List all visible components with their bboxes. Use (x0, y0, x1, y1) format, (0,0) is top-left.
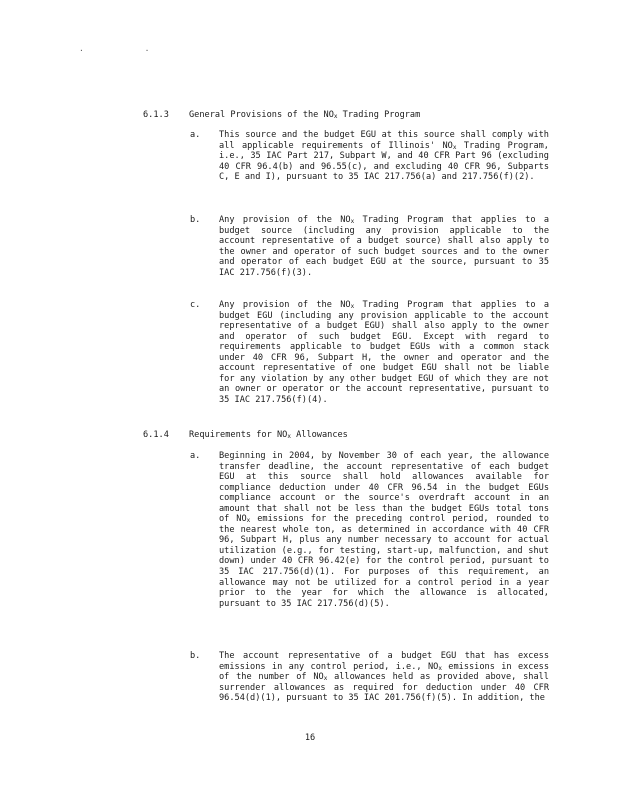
section-number: 6.1.3 (143, 110, 169, 120)
section-heading-6-1-3 (143, 110, 420, 120)
item-letter: a. (190, 130, 201, 140)
item-letter: b. (190, 215, 201, 225)
section-title-pre: General Provisions of the NO (189, 110, 334, 120)
item-text: Any provision of the $NO_x$ Trading Program that applies to a budget EGU (including any provision applicable to the account representative of a budget EGU) shall also apply to the owner and operator of such budget EGU. Except with regard to requirements applicable to budget EGUs with a common stack under 40 CFR 96, Subpart H, the owner and operator and the account representative of one budget EGU shall not be liable for any violation by any other budget EGU of which they are not an owner or operator or the account representative, pursuant to 35 IAC 217.756(f)(4). (219, 300, 549, 405)
section-number: 6.1.4 (143, 430, 169, 440)
item-letter: c. (190, 300, 201, 310)
section-heading-6-1-4 (143, 430, 348, 440)
section-title-sub: x (333, 113, 338, 120)
item-text: This source and the budget EGU at this source shall comply with all applicable requirements of Illinois' $NO_x$ Trading Program, i.e., 35 IAC Part 217, Subpart W, and 40 CFR Part 96 (excluding 40 CFR 96.4(b) and 96.55(c), and excluding 40 CFR 96, Subparts C, E and I), pursuant to 35 IAC 217.756(a) and 217.756(f)(2). (219, 130, 549, 183)
page-marks: . . (79, 44, 178, 53)
item-text: The account representative of a budget EGU that has excess emissions in any control period, i.e., $NO_x$ emissions in excess of the number of $NO_x$ allowances held as provided above, shall surrender allowances as required for deduction under 40 CFR 96.54(d)(1), pursuant to 35 IAC 201.756(f)(5). In addition, the (219, 651, 549, 704)
section-title-pre: Requirements for NO (189, 430, 288, 440)
item-letter: b. (190, 651, 201, 661)
page-number: 16 (304, 733, 316, 743)
section-title-sub: x (287, 433, 291, 440)
section-title-post: Allowances (290, 430, 348, 440)
item-letter: a. (190, 451, 201, 461)
item-text: Beginning in 2004, by November 30 of each year, the allowance transfer deadline, the account representative of each budget EGU at this source shall hold allowances available for compliance deduction under 40 CFR 96.54 in the budget EGUs compliance account or the source's overdraft account in an amount that shall not be less than the budget EGUs total tons of $NO_x$ emissions for the preceding control period, rounded to the nearest whole ton, as determined in accordance with 40 CFR 96, Subpart H, plus any number necessary to account for actual utilization (e.g., for testing, start-up, malfunction, and shut down) under 40 CFR 96.42(e) for the control period, pursuant to 35 IAC 217.756(d)(1). For purposes of this requirement, an allowance may not be utilized for a control period in a year prior to the year for which the allowance is allocated, pursuant to 35 IAC 217.756(d)(5). (219, 451, 549, 609)
section-title-post: Trading Program (337, 110, 421, 120)
item-text: Any provision of the $NO_x$ Trading Program that applies to a budget source (including any provision applicable to the account representative of a budget source) shall also apply to the owner and operator of such budget sources and to the owner and operator of each budget EGU at the source, pursuant to 35 IAC 217.756(f)(3). (219, 215, 549, 278)
